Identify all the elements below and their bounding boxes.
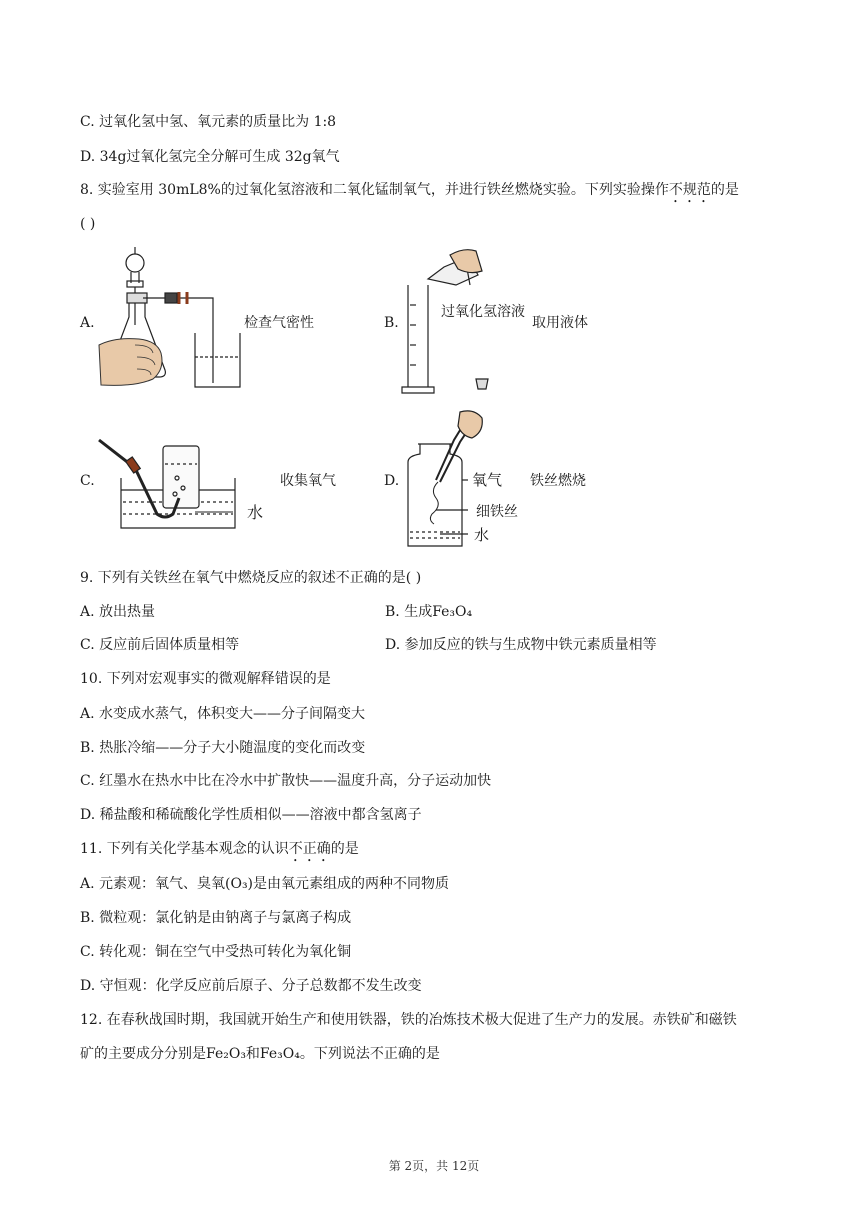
q8-blank: ( ) [80, 216, 96, 232]
q8-stem-emphasis: 不规范 [668, 182, 711, 198]
fig-d-label-wire: 细铁丝 [476, 504, 518, 520]
q11-option-d: D. 守恒观：化学反应前后原子、分子总数都不发生改变 [80, 978, 422, 994]
fig-c-caption: 收集氧气 [280, 473, 336, 489]
q10-option-d: D. 稀盐酸和稀硫酸化学性质相似——溶液中都含氢离子 [80, 807, 422, 823]
page-footer: 第 2页，共 12页 [388, 1159, 480, 1173]
q10-option-b: B. 热胀冷缩——分子大小随温度的变化而改变 [80, 740, 366, 756]
q11-option-b: B. 微粒观：氯化钠是由钠离子与氯离子构成 [80, 910, 352, 926]
q11-stem [80, 839, 359, 865]
q9-option-a: A. 放出热量 [80, 604, 156, 620]
fig-c-letter: C. [80, 473, 95, 489]
fig-a-letter: A. [80, 315, 95, 331]
fig-d-letter: D. [384, 473, 400, 489]
q11-stem-emphasis: 不正确 [288, 841, 331, 857]
q10-stem: 10. 下列对宏观事实的微观解释错误的是 [80, 671, 331, 687]
fig-a-airtightness-apparatus [95, 245, 245, 390]
fig-b-letter: B. [384, 315, 399, 331]
fig-b-liquid-pouring [400, 245, 500, 400]
q11-stem-text: 11. 下列有关化学基本观念的认识 [80, 841, 289, 857]
fig-a-caption: 检查气密性 [244, 315, 314, 331]
fig-b-caption: 取用液体 [532, 315, 588, 331]
q9-option-d: D. 参加反应的铁与生成物中铁元素质量相等 [385, 637, 657, 653]
q9-stem: 9. 下列有关铁丝在氧气中燃烧反应的叙述不正确的是( ) [80, 570, 422, 586]
q9-option-b: B. 生成Fe₃O₄ [385, 604, 473, 620]
q10-option-a: A. 水变成水蒸气，体积变大——分子间隔变大 [80, 706, 366, 722]
q12-stem-line1: 12. 在春秋战国时期，我国就开始生产和使用铁器，铁的冶炼技术极大促进了生产力的发展。赤铁矿和磁铁 [80, 1012, 737, 1028]
fig-b-label-solution: 过氧化氢溶液 [441, 304, 525, 320]
fig-c-water-collection [95, 428, 240, 533]
q9-option-c: C. 反应前后固体质量相等 [80, 637, 240, 653]
q8-stem-text: 8. 实验室用 30mL8%的过氧化氢溶液和二氧化锰制氧气，并进行铁丝燃烧实验。下列实验操作 [80, 182, 669, 198]
q11-stem-tail: 的是 [330, 841, 359, 857]
fig-d-label-water: 水 [474, 526, 490, 544]
q7-option-c: C. 过氧化氢中氢、氧元素的质量比为 1:8 [80, 114, 337, 130]
q11-option-a: A. 元素观：氧气、臭氧(O₃)是由氧元素组成的两种不同物质 [80, 876, 450, 892]
fig-d-label-oxygen: 氧气 [472, 471, 503, 489]
q8-stem [80, 180, 739, 206]
q10-option-c: C. 红墨水在热水中比在冷水中扩散快——温度升高，分子运动加快 [80, 773, 492, 789]
fig-c-label-water: 水 [247, 503, 264, 522]
q12-stem-line2: 矿的主要成分分别是Fe₂O₃和Fe₃O₄。下列说法不正确的是 [80, 1046, 440, 1062]
q11-option-c: C. 转化观：铜在空气中受热可转化为氧化铜 [80, 944, 352, 960]
q7-option-d: D. 34g过氧化氢完全分解可生成 32g氧气 [80, 149, 340, 165]
fig-d-caption: 铁丝燃烧 [530, 473, 586, 489]
q8-stem-tail: 的是 [710, 182, 739, 198]
